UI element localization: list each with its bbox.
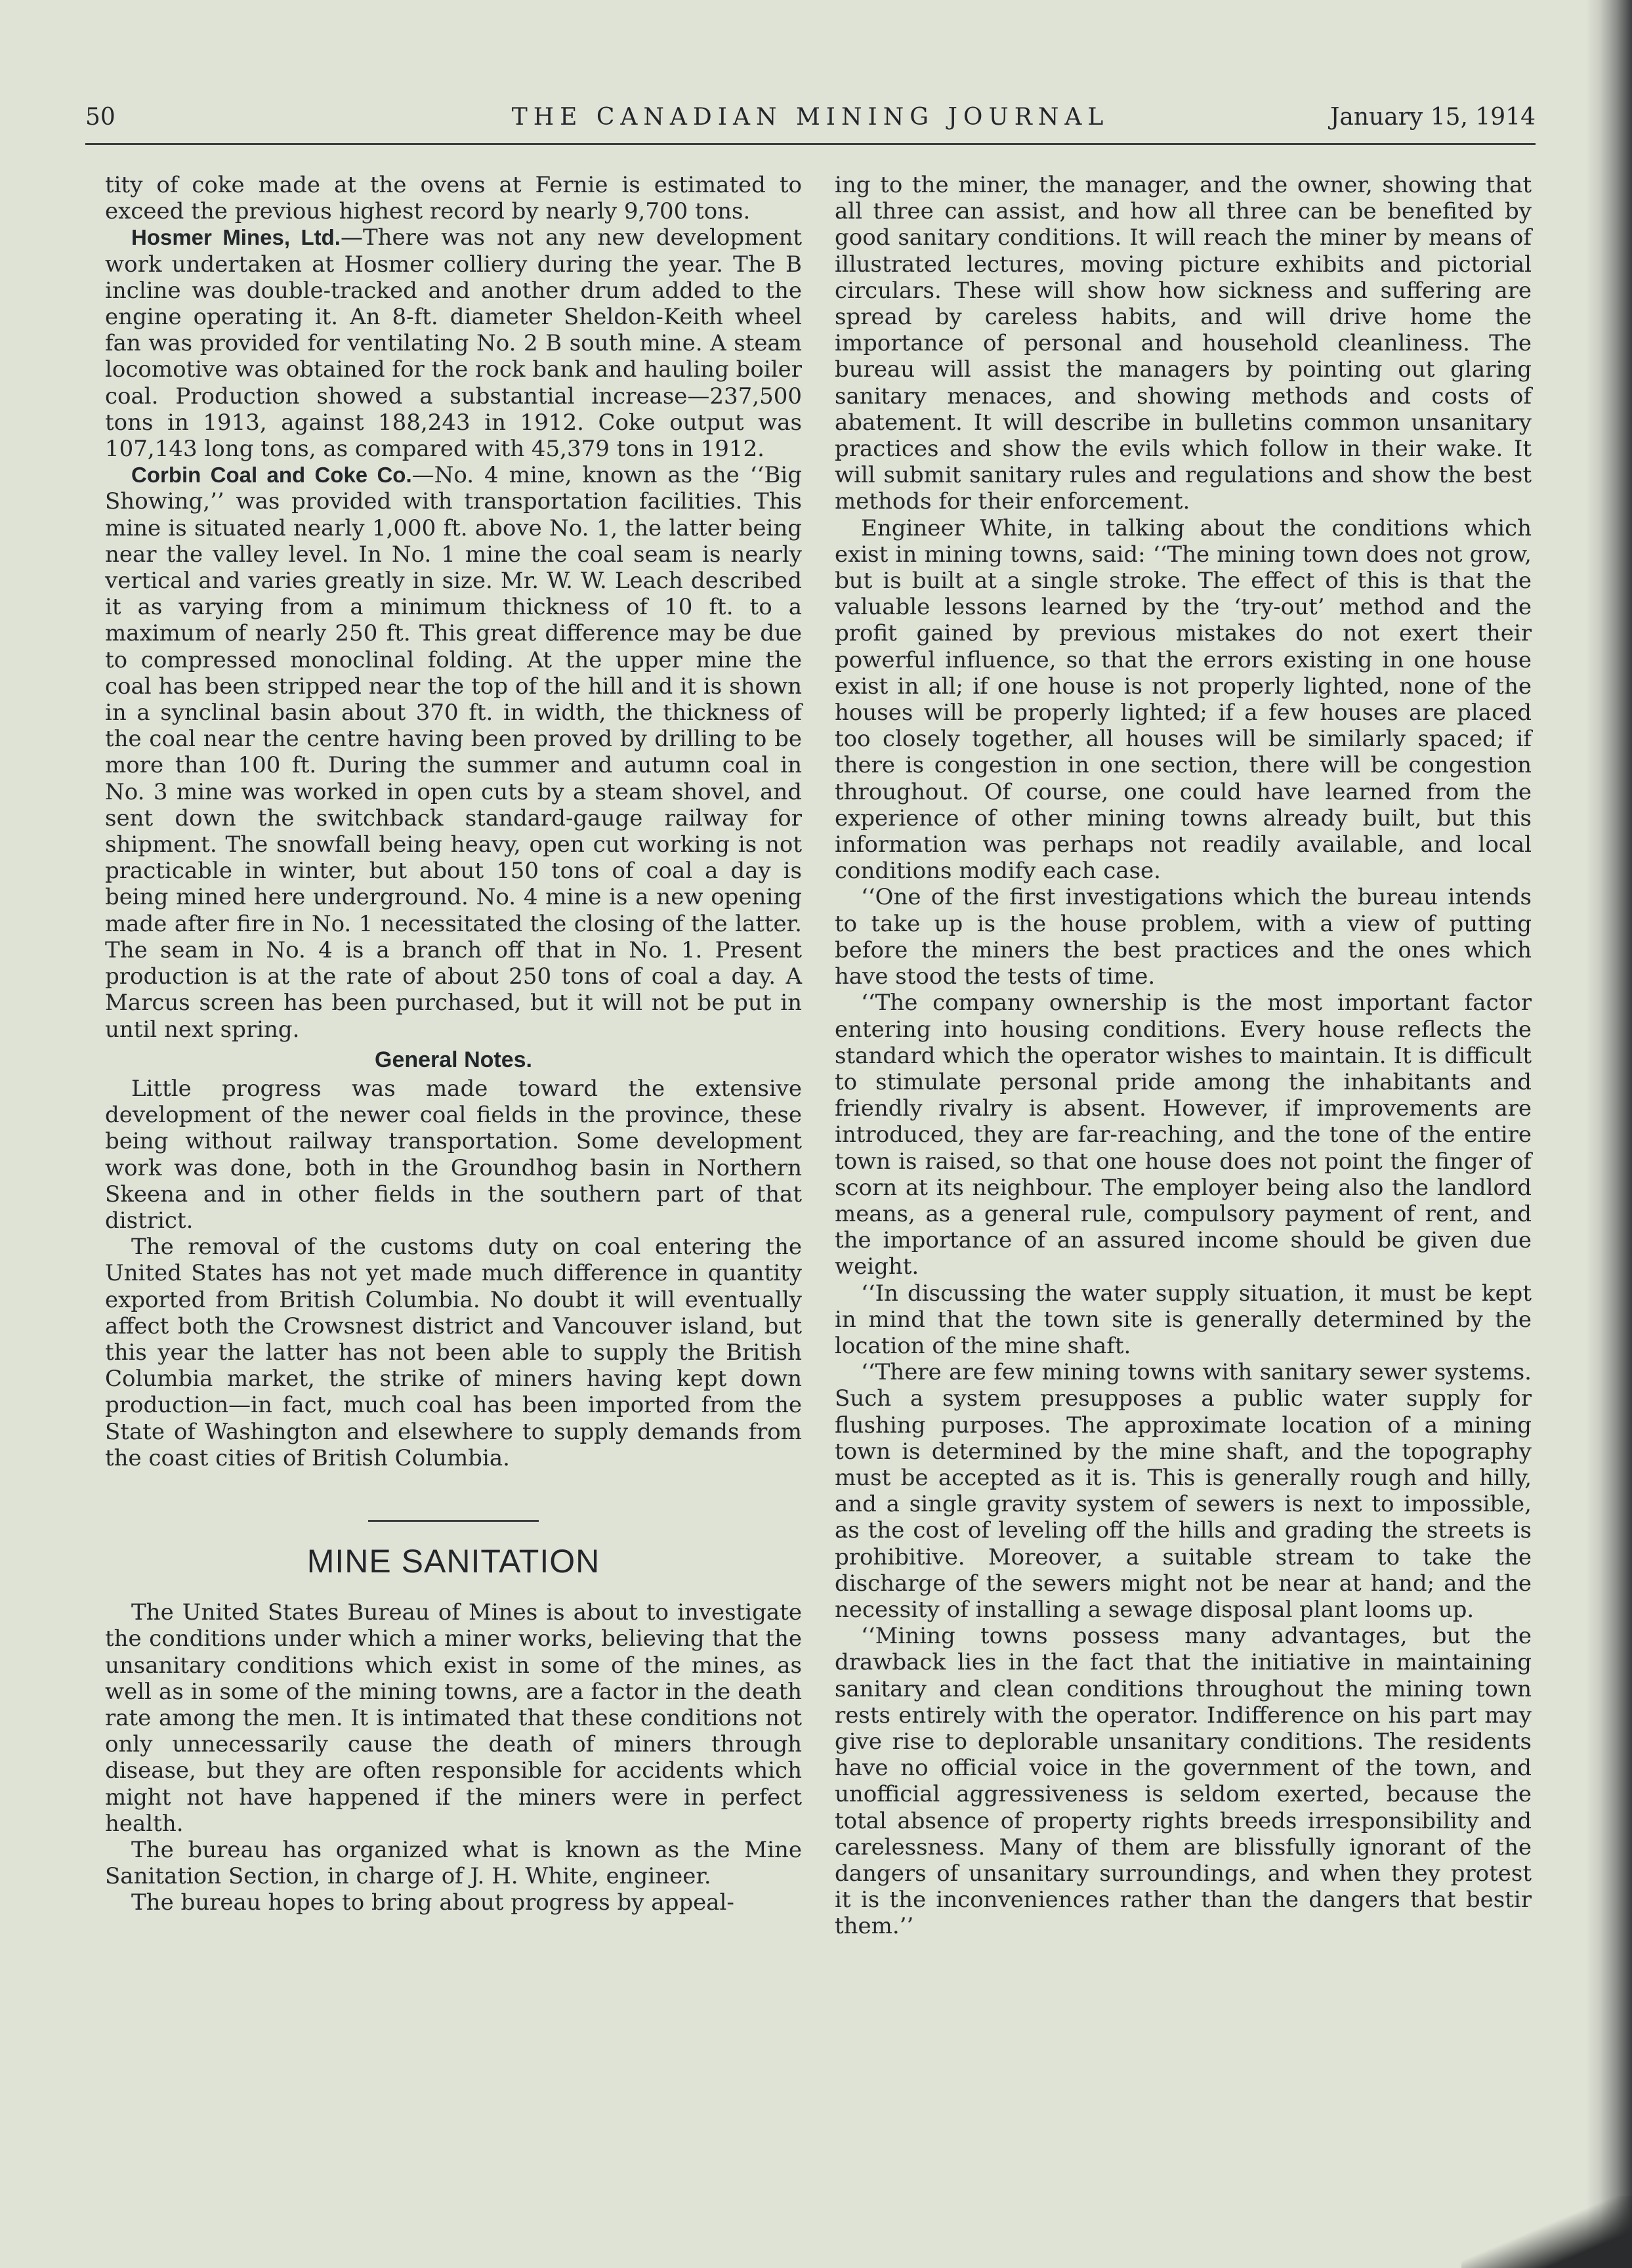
paragraph: The bureau has organized what is known as the Mine Sanitation Section, in charge of J. H. White, engineer. [105,1836,802,1890]
paragraph: Engineer White, in talking about the conditions which exist in mining towns, said: ‘‘The mining town does not grow, but is built at a single stroke. The effect of this is that the valuable lessons learned by the ‘try-out’ method and the profit gained by previous mistakes do not exert their powerful influence, so that the errors existing in one house exist in all; if one house is not properly lighted, none of the houses will be properly lighted; if a few houses are placed too closely together, all houses will be similarly spaced; if there is congestion in one section, there will be congestion throughout. Of course, one could have learned from the experience of other mining towns already built, but this information was perhaps not readily available, and local conditions modify each case. [835,514,1532,885]
paragraph: ‘‘One of the first investigations which the bureau intends to take up is the house problem, with a view of putting before the miners the best practices and the ones which have stood the tests of time. [835,884,1532,990]
paragraph: Little progress was made toward the extensive development of the newer coal fields in the province, these being without railway transportation. Some development work was done, both in the Groundhog basin in Northern Skeena and in other fields in the southern part of that district. [105,1075,802,1234]
paragraph: tity of coke made at the ovens at Fernie is estimated to exceed the previous highest record by nearly 9,700 tons. [105,172,802,225]
header-rule [85,143,1536,145]
paragraph: ing to the miner, the manager, and the owner, showing that all three can assist, and how all three can be benefited by good sanitary conditions. It will reach the miner by means of illustrated lectures, moving picture exhibits and pictorial circulars. These will show how sickness and suffering are spread by careless habits, and will drive home the importance of personal and household cleanliness. The bureau will assist the managers by pointing out glaring sanitary menaces, and showing methods and costs of abatement. It will describe in bulletins common unsanitary practices and show the evils which follow in their wake. It will submit sanitary rules and regulations and show the best methods for their enforcement. [835,172,1532,515]
journal-title: THE CANADIAN MINING JOURNAL [511,104,1110,131]
paragraph: ‘‘The company ownership is the most important factor entering into housing conditions. Every house reflects the standard which the operator wishes to maintain. It is difficult to stimulate personal pride among the inhabitants and friendly rivalry is absent. However, if improvements are introduced, they are far-reaching, and the tone of the entire town is raised, so that one house does not point the finger of scorn at its neighbour. The employer being also the landlord means, as a general rule, compulsory payment of rent, and the importance of an assured income should be given due weight. [835,990,1532,1280]
left-column [105,172,802,1916]
paragraph-corbin [105,462,802,1042]
running-header [85,104,1536,143]
right-column [835,172,1532,1940]
general-notes-heading: General Notes. [375,1047,532,1072]
issue-date: January 15, 1914 [1329,104,1536,131]
page-binding-edge [1586,0,1632,2268]
paragraph-hosmer [105,224,802,462]
paragraph: The bureau hopes to bring about progress by appeal- [131,1889,734,1916]
paragraph: ‘‘Mining towns possess many advantages, but the drawback lies in the fact that the initiative in maintaining sanitary and clean conditions throughout the mining town rests entirely with the operator. Indifference on his part may give rise to deplorable unsanitary conditions. The residents have no official voice in the government of the town, and unofficial aggressiveness is seldom exerted, because the total absence of property rights breeds irresponsibility and carelessness. Many of them are blissfully ignorant of the dangers of unsanitary surroundings, and when they protest it is the inconveniences rather than the dangers that bestir them.’’ [835,1623,1532,1940]
paragraph-text: —There was not any new development work undertaken at Hosmer colliery during the year. The B incline was double-tracked and another drum added to the engine operating it. An 8-ft. diameter Sheldon-Keith wheel fan was provided for ventilating No. 2 B south mine. A steam locomotive was obtained for the rock bank and hauling boiler coal. Production showed a substantial increase—237,500 tons in 1913, against 188,243 in 1912. Coke output was 107,143 long tons, as compared with 45,379 tons in 1912. [105,224,803,463]
lead-hosmer-mines: Hosmer Mines, Ltd. [131,225,341,250]
paragraph: The removal of the customs duty on coal entering the United States has not yet made much difference in quantity exported from British Columbia. No doubt it will eventually affect both the Crowsnest district and Vancouver island, but this year the latter has not been able to supply the British Columbia market, the strike of miners having kept down production—in fact, much coal has been imported from the State of Washington and elsewhere to supply demands from the coast cities of British Columbia. [105,1234,802,1471]
paragraph-text: —No. 4 mine, known as the ‘‘Big Showing,’’ was provided with transportation facilities. This mine is situated nearly 1,000 ft. above No. 1, the latter being near the valley level. In No. 1 mine the coal seam is nearly vertical and varies greatly in size. Mr. W. W. Leach described it as varying from a minimum thickness of 10 ft. to a maximum of nearly 250 ft. This great difference may be due to compressed monoclinal folding. At the upper mine the coal has been stripped near the top of the hill and it is shown in a synclinal basin about 370 ft. in width, the thickness of the coal near the centre having been proved by drilling to be more than 100 ft. During the summer and autumn coal in No. 3 mine was worked in open cuts by a steam shovel, and sent down the switchback standard-gauge railway for shipment. The snowfall being heavy, open cut working is not practicable in winter, but about 150 tons of coal a day is being mined here underground. No. 4 mine is a new opening made after fire in No. 1 necessitated the closing of the latter. The seam in No. 4 is a branch off that in No. 1. Present production is at the rate of about 250 tons of coal a day. A Marcus screen has been purchased, but it will not be put in until next spring. [105,462,802,1043]
page-number: 50 [85,104,115,131]
mine-sanitation-heading: MINE SANITATION [306,1542,600,1580]
lead-corbin-coal: Corbin Coal and Coke Co. [131,463,412,488]
section-divider [368,1520,539,1522]
paragraph: The United States Bureau of Mines is about to investigate the conditions under which a miner works, believing that the unsanitary conditions which exist in some of the mines, as well as in some of the mining towns, are a factor in the death rate among the men. It is intimated that these conditions not only unnecessarily cause the death of miners through disease, but they are often responsible for accidents which might not have happened if the miners were in perfect health. [105,1599,802,1837]
page-corner-shadow [1461,2196,1632,2268]
paragraph: ‘‘In discussing the water supply situation, it must be kept in mind that the town site is generally determined by the location of the mine shaft. [835,1280,1532,1359]
paragraph: ‘‘There are few mining towns with sanitary sewer systems. Such a system presupposes a public water supply for flushing purposes. The approximate location of a mining town is determined by the mine shaft, and the topography must be accepted as it is. This is generally rough and hilly, and a single gravity system of sewers is next to impossible, as the cost of leveling off the hills and grading the streets is prohibitive. Moreover, a suitable stream to take the discharge of the sewers might not be near at hand; and the necessity of installing a sewage disposal plant looms up. [835,1359,1532,1623]
